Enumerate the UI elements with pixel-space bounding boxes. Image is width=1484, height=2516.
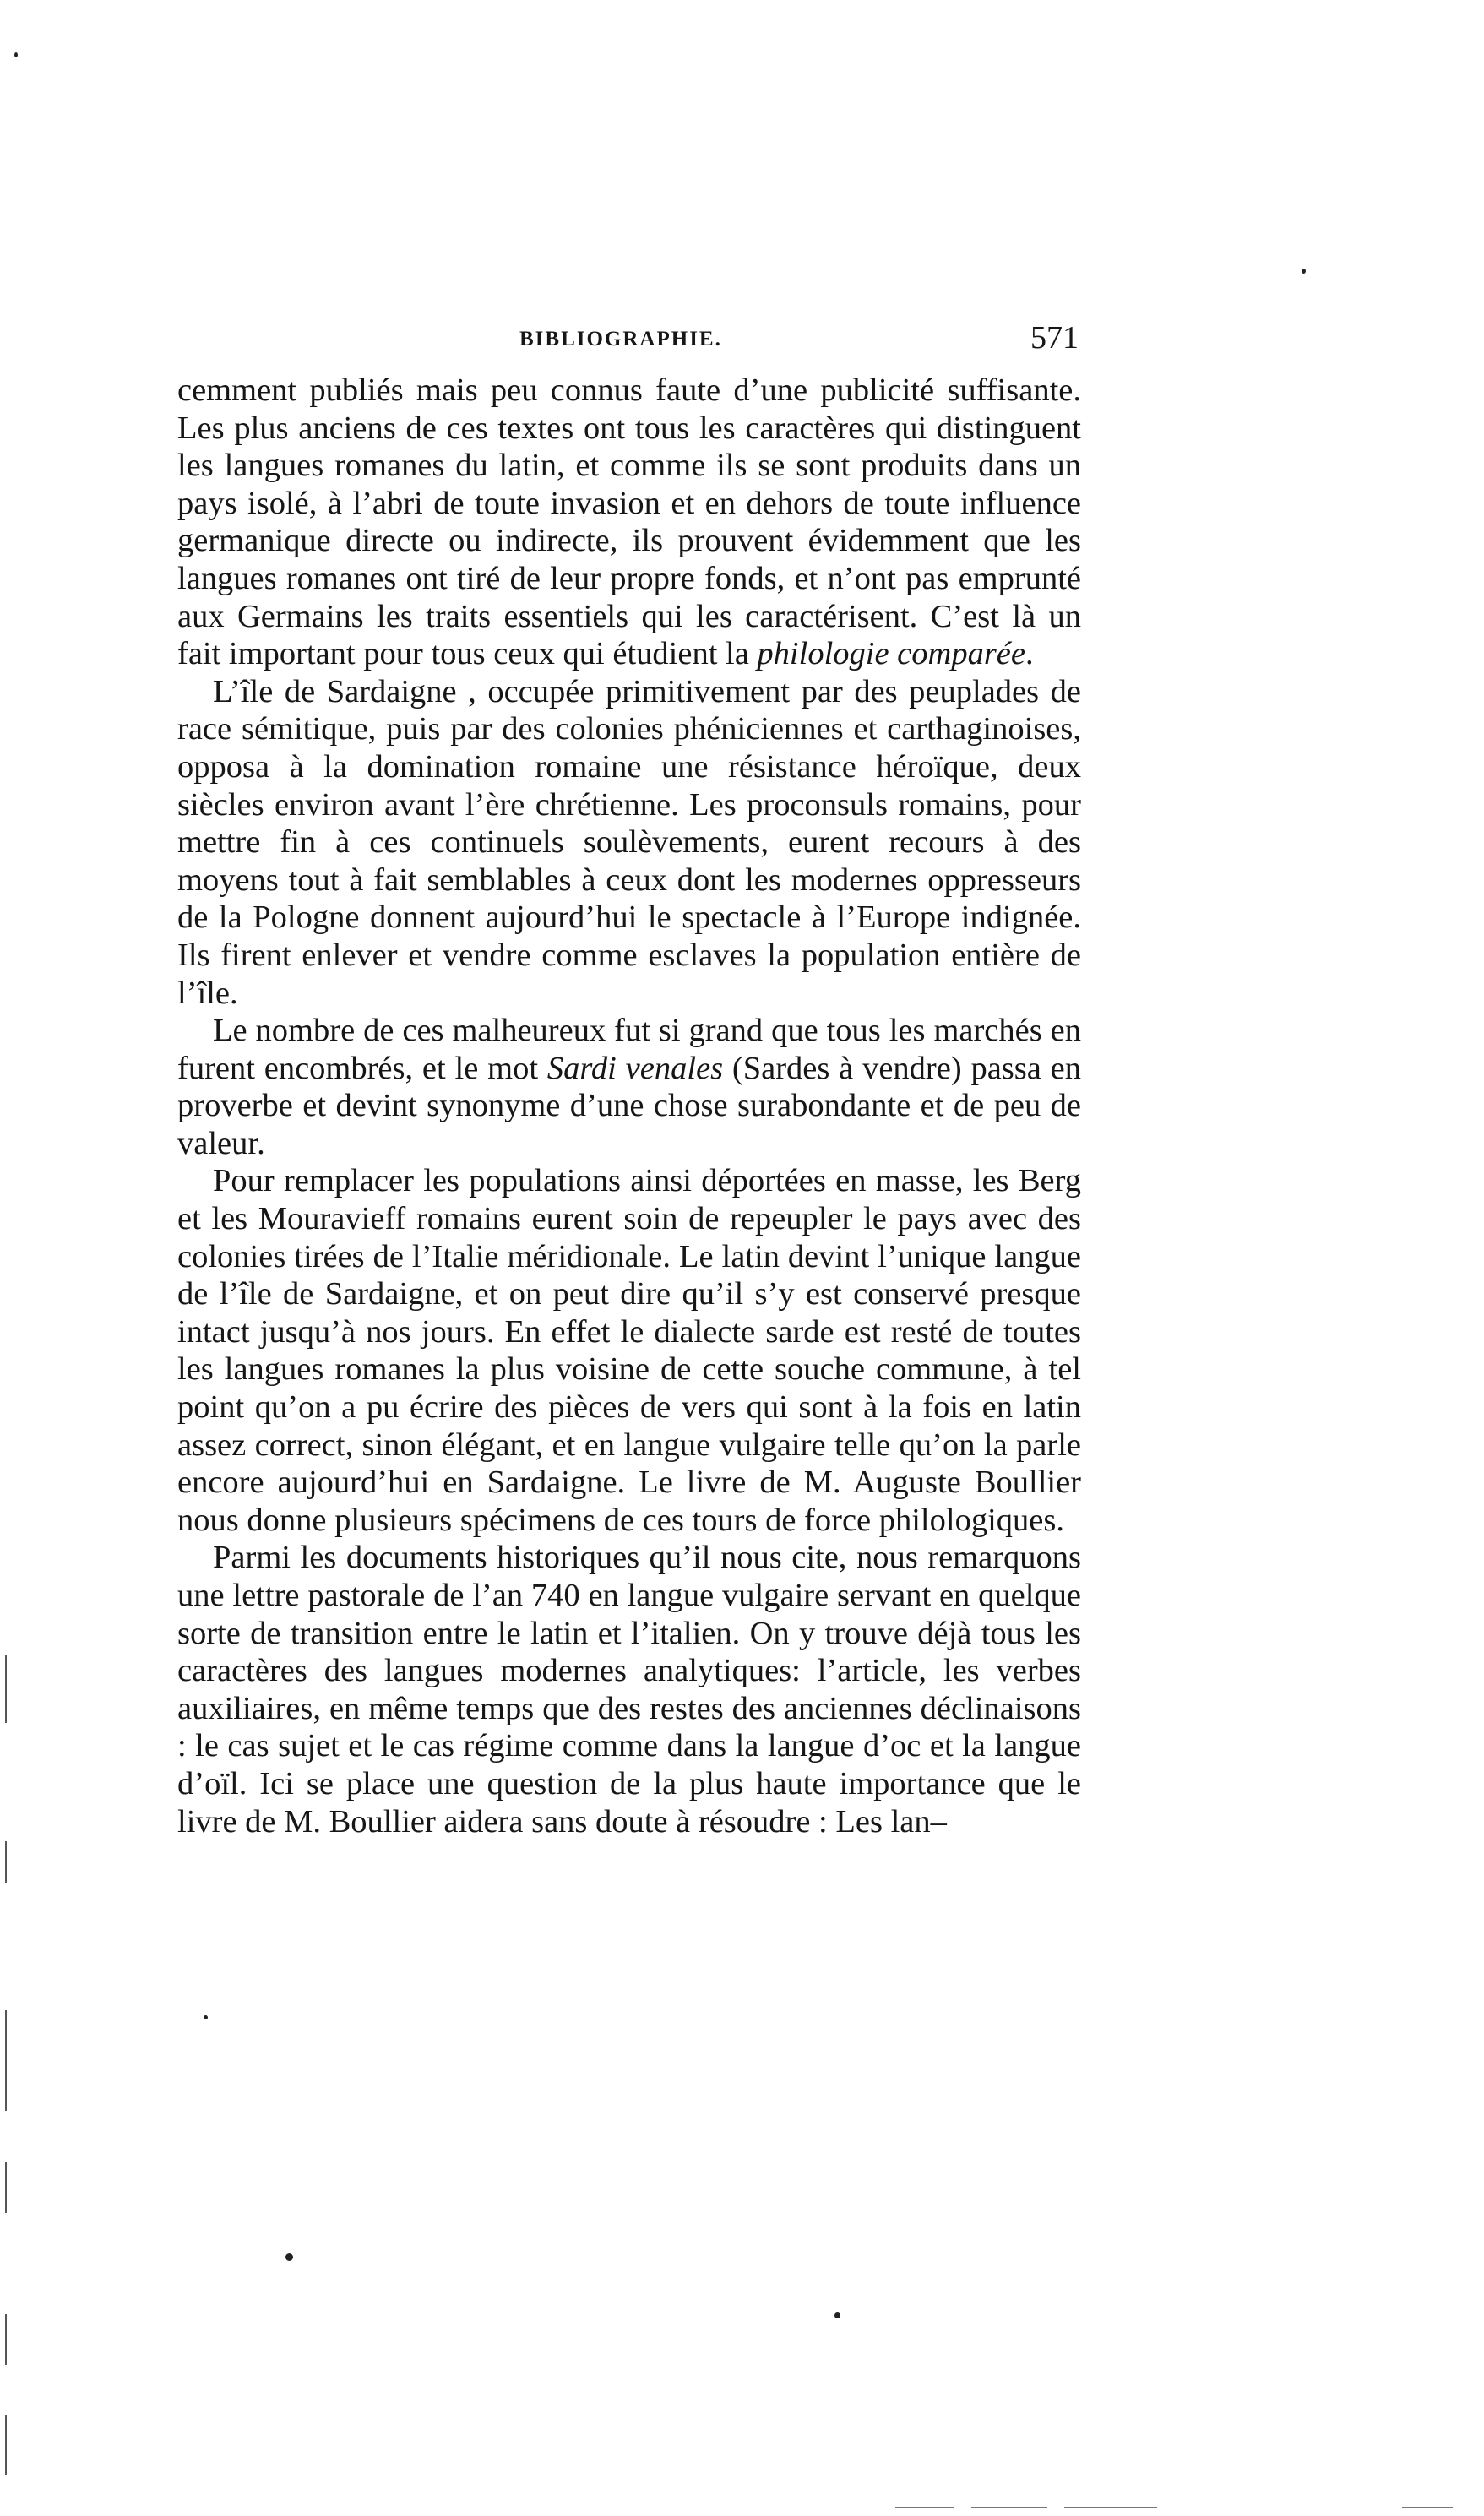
- margin-mark-6: [5, 2415, 7, 2475]
- footer-rule-1: [895, 2507, 954, 2508]
- paragraph-1-text-a: cemment publiés mais peu connus faute d’une publicité suffisante. Les plus anciens de ces textes ont tous les caractères qui distinguent les langues romanes du latin, et comme ils se sont produits dans un pays isolé, à l’abri de toute invasion et en dehors de toute influence germanique directe ou indirecte, ils prouvent évidemment que les langues romanes ont tiré de leur propre fonds, et n’ont pas emprunté aux Germains les traits essentiels qui les caractérisent. C’est là un fait important pour tous ceux qui étudient la: [177, 372, 1081, 672]
- scan-speck-5: [14, 52, 18, 57]
- margin-mark-1: [5, 1655, 7, 1723]
- footer-rule-3: [1064, 2507, 1157, 2508]
- margin-mark-4: [5, 2162, 7, 2213]
- paragraph-3-italic: Sardi venales: [546, 1050, 724, 1086]
- paragraph-2: [177, 673, 1081, 1012]
- paragraph-1-text-b: .: [1025, 636, 1034, 672]
- footer-rule-2: [971, 2507, 1047, 2508]
- body-text: [177, 372, 1081, 1840]
- paragraph-3-text-a: Le nombre de ces malheureux fut si grand que tous les marchés en furent encombrés, et le mot: [177, 1013, 1081, 1086]
- scan-speck-2: [834, 2312, 840, 2318]
- paragraph-2-text: L’île de Sardaigne , occupée primitivement par des peuplades de race sémitique, puis par des colonies phéniciennes et carthaginoises, opposa à la domination romaine une résistance héroïque, deux siècles environ avant l’ère chrétienne. Les proconsuls romains, pour mettre fin à ces continuels soulèvements, eurent recours à des moyens tout à fait semblables à ceux dont les modernes oppresseurs de la Pologne donnent aujourd’hui le spectacle à l’Europe indignée. Ils firent enlever et vendre comme esclaves la population entière de l’île.: [177, 673, 1081, 1011]
- paragraph-1: [177, 372, 1081, 673]
- footer-rule-4: [1402, 2507, 1453, 2508]
- paragraph-5: [177, 1539, 1081, 1840]
- page-number: 571: [1030, 320, 1079, 356]
- margin-mark-5: [5, 2314, 7, 2365]
- running-head: [177, 319, 1085, 361]
- margin-mark-2: [5, 1841, 7, 1883]
- paragraph-3: [177, 1012, 1081, 1162]
- paragraph-4: [177, 1162, 1081, 1539]
- running-title: BIBLIOGRAPHIE.: [519, 328, 722, 351]
- paragraph-3-text-b: (Sardes à vendre) passa en proverbe et devint synonyme d’une chose surabondante et de peu de valeur.: [177, 1050, 1081, 1161]
- scan-speck-4: [1302, 269, 1306, 274]
- paragraph-1-italic: philologie comparée: [757, 636, 1025, 672]
- paragraph-4-text: Pour remplacer les populations ainsi déportées en masse, les Berg et les Mouravieff romains eurent soin de repeupler le pays avec des colonies tirées de l’Italie méridionale. Le latin devint l’unique langue de l’île de Sardaigne, et on peut dire qu’il s’y est conservé presque intact jusqu’à nos jours. En effet le dialecte sarde est resté de toutes les langues romanes la plus voisine de cette souche commune, à tel point qu’on a pu écrire des pièces de vers qui sont à la fois en latin assez correct, sinon élégant, et en langue vulgaire telle qu’on la parle encore aujourd’hui en Sardaigne. Le livre de M. Auguste Boullier nous donne plusieurs spécimens de ces tours de force philologiques.: [177, 1163, 1081, 1538]
- scan-speck-1: [285, 2253, 293, 2261]
- scan-speck-3: [204, 2015, 208, 2019]
- margin-mark-3: [5, 2010, 7, 2111]
- paragraph-5-text: Parmi les documents historiques qu’il nous cite, nous remarquons une lettre pastorale de l’an 740 en langue vulgaire servant en quelque sorte de transition entre le latin et l’italien. On y trouve déjà tous les caractères des langues modernes analytiques: l’article, les verbes auxiliaires, en même temps que des restes des anciennes déclinaisons : le cas sujet et le cas régime comme dans la langue d’oc et la langue d’oïl. Ici se place une question de la plus haute importance que le livre de M. Boullier aidera sans doute à résoudre : Les lan–: [177, 1540, 1081, 1839]
